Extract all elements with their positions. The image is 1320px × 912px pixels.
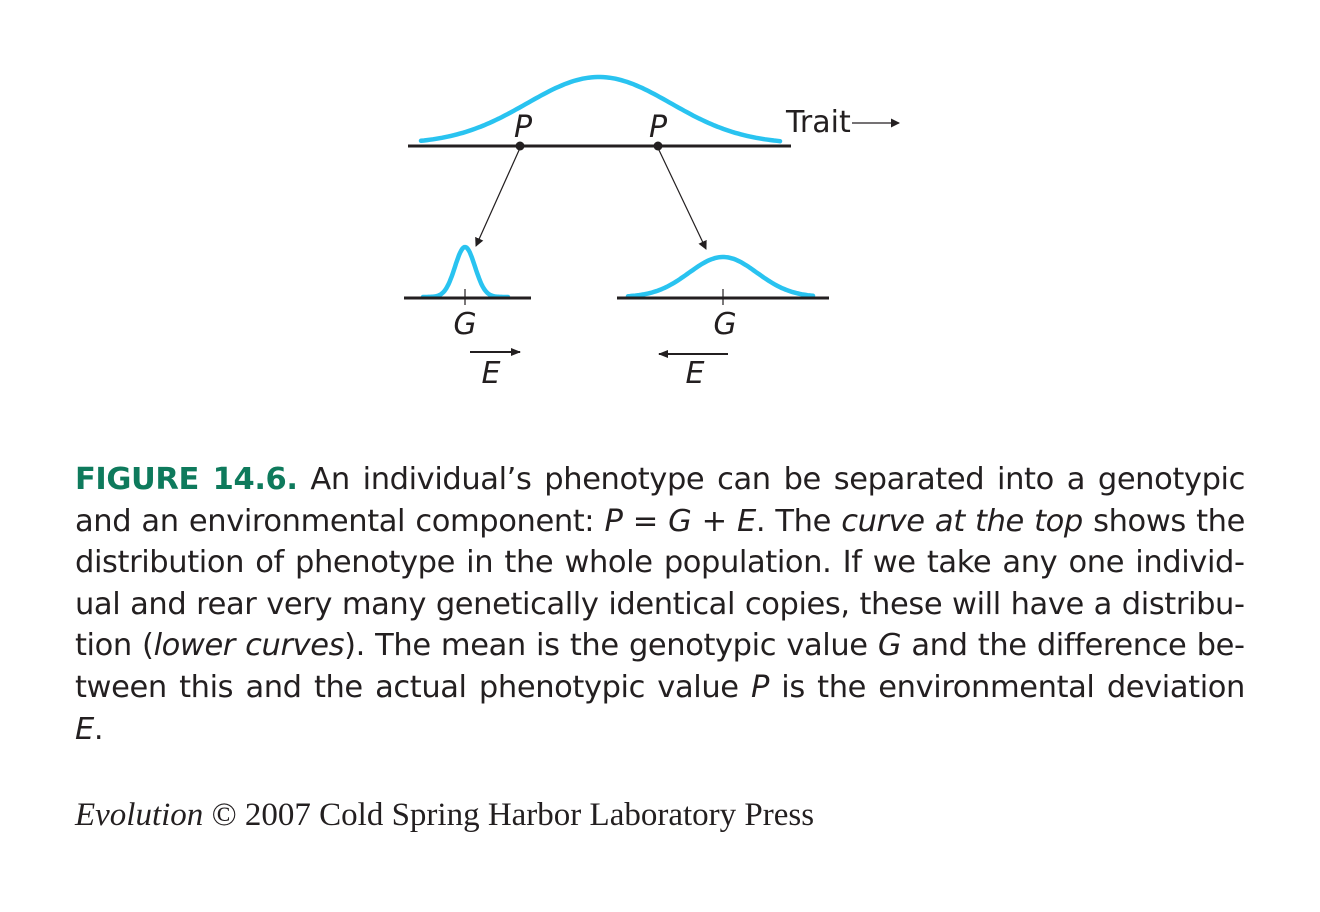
caption-emphasis: lower curves [153,628,345,664]
population-distribution-curve [421,77,780,141]
copyright-text: © 2007 Cold Spring Harbor Laboratory Press [203,797,815,833]
trait-label: Trait [786,105,851,140]
p-label-right: P [648,110,668,145]
pointer-arrow-left [476,148,520,246]
caption-text: . [93,711,104,747]
caption-text: shows the distribution of phenotype in the whole population. If we take any one individual and rear very many genetically identical copies, these will have a distribution ( [75,503,1245,664]
phenotype-diagram [0,0,1320,430]
book-title: Evolution [75,797,204,833]
pointer-arrow-right [658,148,706,249]
e-label-right: E [685,356,705,391]
caption-text: . The [755,503,842,539]
g-label-right: G [713,307,737,342]
equation-operator: = [622,503,669,539]
caption-text: and the difference between this and the actual phenotypic value [75,628,1245,705]
caption-variable-p: P [750,669,769,705]
equation-operator: + [691,503,737,539]
caption-text: An individual’s phenotype can be separated into a genotypic and an environmental component: [75,462,1245,539]
caption-text: is the environmental deviation [768,669,1245,705]
equation-e: E [737,503,756,539]
equation-g: G [668,503,692,539]
caption-variable-e: E [75,711,94,747]
equation-p: P [604,503,623,539]
figure-label: FIGURE 14.6. [75,462,298,497]
caption-text: ). The mean is the genotypic value [344,628,878,664]
caption-emphasis: curve at the top [841,503,1083,539]
p-label-left: P [513,110,533,145]
copies-distribution-right-curve [628,257,813,296]
e-label-left: E [481,356,501,391]
copyright-credit [75,797,814,834]
g-label-left: G [453,307,477,342]
caption-variable-g: G [877,628,902,664]
figure-caption [75,459,1245,750]
